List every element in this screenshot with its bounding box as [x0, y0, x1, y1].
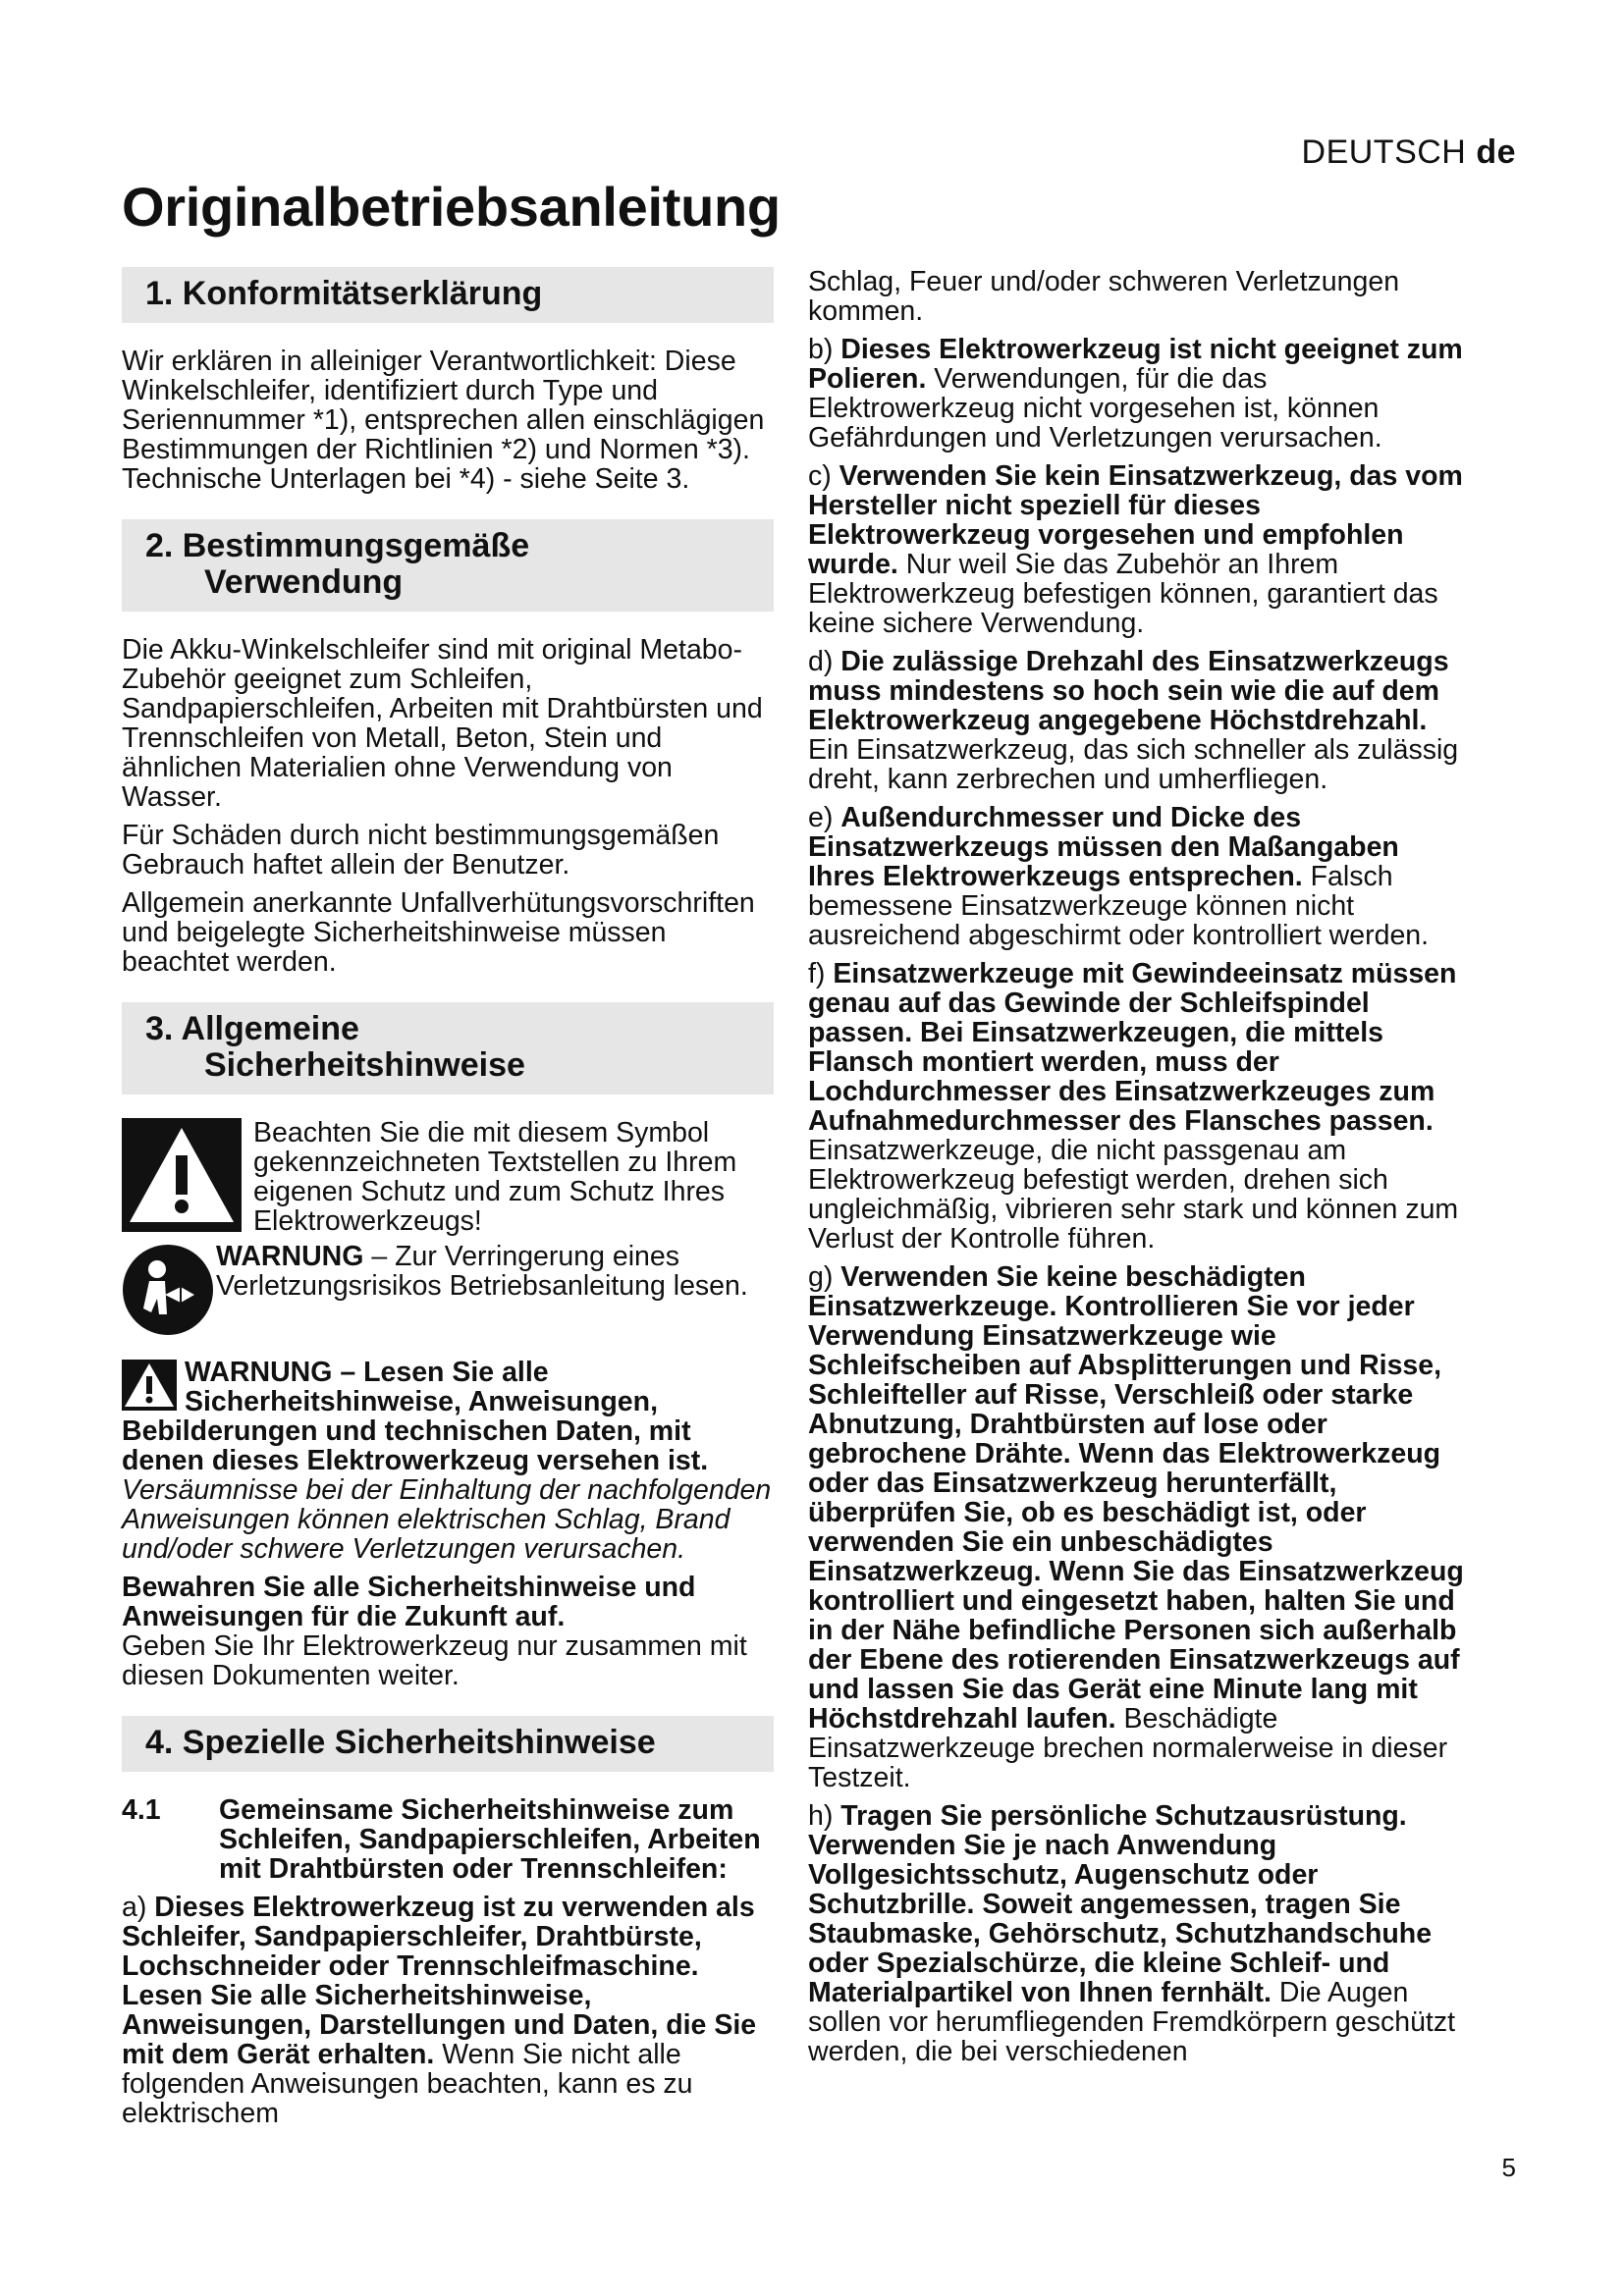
item-e [808, 803, 1466, 950]
general-warning-italic [122, 1475, 774, 1564]
subsection-title: Gemeinsame Sicherheitshinweise zum Schleifen, Sandpapierschleifen, Arbeiten mit Drahtbürsten oder Trennschleifen: [219, 1794, 761, 1885]
item-a-continuation: Schlag, Feuer und/oder schweren Verletzungen kommen. [808, 266, 1400, 327]
item-f [808, 959, 1466, 1254]
item-prefix: h) [808, 1800, 841, 1832]
section-4-heading [122, 1716, 774, 1772]
item-bold: Verwenden Sie keine beschädigten Einsatzwerkzeuge. Kontrollieren Sie vor jeder Verwendung Einsatzwerkzeuge wie Schleifscheiben auf Absplitterungen und Risse, Schleifteller auf Risse, Verschleiß oder starke Abnutzung, Drahtbürsten auf lose oder gebrochene Drähte. Wenn das Elektrowerkzeug oder das Einsatzwerkzeug herunterfällt, überprüfen Sie, ob es beschädigt ist, oder verwenden Sie ein unbeschädigtes Einsatzwerkzeug. Wenn Sie das Einsatzwerkzeug kontrolliert und eingesetzt haben, halten Sie und in der Nähe befindliche Personen sich außerhalb der Ebene des rotierenden Einsatzwerkzeugs auf und lassen Sie das Gerät eine Minute lang mit Höchstdrehzahl laufen. [808, 1261, 1464, 1735]
item-text: Die Augen sollen vor herumfliegenden Fremdkörpern geschützt werden, die bei verschiedenen [808, 1977, 1456, 2067]
item-text: Ein Einsatzwerkzeug, das sich schneller als zulässig dreht, kann zerbrechen und umherfliegen. [808, 734, 1459, 795]
section-3-heading [122, 1002, 774, 1095]
subsection-4-1-heading [122, 1795, 774, 1884]
read-manual-icon [122, 1244, 214, 1336]
language-name: DEUTSCH [1301, 133, 1467, 171]
item-c [808, 461, 1466, 638]
item-bold: Außendurchmesser und Dicke des Einsatzwerkzeugs müssen den Maßangaben Ihres Elektrowerkzeugs entsprechen. [808, 802, 1399, 892]
item-bold: Die zulässige Drehzahl des Einsatzwerkzeugs muss mindestens so hoch sein wie die auf dem Elektrowerkzeug angegebene Höchstdrehzahl. [808, 646, 1449, 736]
section-4-heading-text: 4. Spezielle Sicherheitshinweise [145, 1724, 656, 1761]
item-prefix: f) [808, 958, 834, 989]
section-3-heading-line1: 3. Allgemeine [145, 1010, 359, 1047]
general-warning-block [122, 1358, 774, 1564]
section-2-heading-line2: Verwendung [204, 563, 404, 601]
manual-warning-body: – Zur Verringerung eines Verletzungsrisikos Betriebsanleitung lesen. [216, 1241, 748, 1302]
left-column [122, 267, 774, 2137]
item-prefix: d) [808, 646, 841, 677]
small-warning-triangle-icon [122, 1360, 177, 1411]
symbol-note-row [122, 1118, 774, 1236]
item-a-text: Wenn Sie nicht alle folgenden Anweisungen beachten, kann es zu elektrischem [122, 2039, 693, 2129]
page-number: 5 [1501, 2153, 1516, 2182]
item-a-bold: Dieses Elektrowerkzeug ist zu verwenden als Schleifer, Sandpapierschleifer, Drahtbürste, Lochschneider oder Trennschleifmaschine. Lesen Sie alle Sicherheitshinweise, Anweisungen, Darstellungen und Daten, die Sie mit dem Gerät erhalten. [122, 1892, 757, 2070]
warning-triangle-icon [122, 1118, 242, 1232]
section-2-paragraph-3: Allgemein anerkannte Unfallverhütungsvorschriften und beigelegte Sicherheitshinweise müssen beachtet werden. [122, 887, 755, 978]
keep-instructions-bold [122, 1573, 774, 1631]
section-1-heading-text: 1. Konformitätserklärung [145, 275, 543, 312]
section-2-heading [122, 519, 774, 612]
language-label [1302, 133, 1516, 172]
section-1-heading [122, 267, 774, 323]
general-warning-bold: WARNUNG – Lesen Sie alle Sicherheitshinweise, Anweisungen, Bebilderungen und technischen Daten, mit denen dieses Elektrowerkzeug versehen ist. [122, 1357, 709, 1476]
item-prefix: g) [808, 1261, 841, 1293]
general-warning-italic-text: Versäumnisse bei der Einhaltung der nachfolgenden Anweisungen können elektrischen Schlag, Brand und/oder schwere Verletzungen verursachen. [122, 1474, 772, 1565]
item-a-prefix: a) [122, 1892, 155, 1923]
item-text: Verwendungen, für die das Elektrowerkzeug nicht vorgesehen ist, können Gefährdungen und Verletzungen verursachen. [808, 363, 1382, 454]
item-prefix: e) [808, 802, 841, 833]
item-text: Einsatzwerkzeuge, die nicht passgenau am Elektrowerkzeug befestigt werden, drehen sich ungleichmäßig, vibrieren sehr stark und können zum Verlust der Kontrolle führen. [808, 1135, 1459, 1255]
general-warning-title [122, 1358, 774, 1475]
item-bold: Verwenden Sie kein Einsatzwerkzeug, das vom Hersteller nicht speziell für dieses Elektrowerkzeug vorgesehen und empfohlen wurde. [808, 460, 1463, 580]
item-text: Falsch bemessene Einsatzwerkzeuge können nicht ausreichend abgeschirmt oder kontrolliert werden. [808, 861, 1430, 951]
manual-warning-row [122, 1242, 774, 1336]
right-column [808, 267, 1466, 2075]
section-2-paragraph-2: Für Schäden durch nicht bestimmungsgemäßen Gebrauch haftet allein der Benutzer. [122, 820, 720, 881]
section-2-heading-line1: 2. Bestimmungsgemäße [145, 527, 530, 564]
language-code: de [1476, 133, 1516, 171]
keep-instructions-text: Geben Sie Ihr Elektrowerkzeug nur zusammen mit diesen Dokumenten weiter. [122, 1630, 747, 1691]
manual-warning-label: WARNUNG [216, 1241, 364, 1272]
item-d [808, 647, 1466, 794]
item-a [122, 1893, 774, 2128]
item-b [808, 335, 1466, 453]
item-prefix: b) [808, 334, 841, 365]
section-2-paragraph-1: Die Akku-Winkelschleifer sind mit original Metabo-Zubehör geeignet zum Schleifen, Sandpapierschleifen, Arbeiten mit Drahtbürsten und Trennschleifen von Metall, Beton, Stein und ähnlichen Materialien ohne Verwendung von Wasser. [122, 634, 763, 813]
item-g [808, 1262, 1466, 1792]
page-title: Originalbetriebsanleitung [122, 176, 781, 238]
subsection-number: 4.1 [122, 1794, 161, 1826]
item-bold: Einsatzwerkzeuge mit Gewindeeinsatz müssen genau auf das Gewinde der Schleifspindel passen. Bei Einsatzwerkzeugen, die mittels Flansch montiert werden, muss der Lochdurchmesser des Einsatzwerkzeuges zum Aufnahmedurchmesser des Flansches passen. [808, 958, 1457, 1137]
item-text: Beschädigte Einsatzwerkzeuge brechen normalerweise in dieser Testzeit. [808, 1703, 1448, 1793]
section-3-heading-line2: Sicherheitshinweise [204, 1046, 525, 1084]
item-prefix: c) [808, 460, 839, 492]
symbol-note-text: Beachten Sie die mit diesem Symbol gekennzeichneten Textstellen zu Ihrem eigenen Schutz und zum Schutz Ihres Elektrowerkzeugs! [253, 1117, 737, 1237]
item-h [808, 1801, 1466, 2066]
item-text: Nur weil Sie das Zubehör an Ihrem Elektrowerkzeug befestigen können, garantiert das keine sichere Verwendung. [808, 549, 1438, 639]
item-bold: Tragen Sie persönliche Schutzausrüstung. Verwenden Sie je nach Anwendung Vollgesichtsschutz, Augenschutz oder Schutzbrille. Soweit angemessen, tragen Sie Staubmaske, Gehörschutz, Schutzhandschuhe oder Spezialschürze, die kleine Schleif- und Materialpartikel von Ihnen fernhält. [808, 1800, 1433, 2008]
keep-instructions-bold-text: Bewahren Sie alle Sicherheitshinweise und Anweisungen für die Zukunft auf. [122, 1572, 696, 1632]
item-bold: Dieses Elektrowerkzeug ist nicht geeignet zum Polieren. [808, 334, 1463, 395]
section-1-text: Wir erklären in alleiniger Verantwortlichkeit: Diese Winkelschleifer, identifiziert durch Type und Seriennummer *1), entsprechen allen einschlägigen Bestimmungen der Richtlinien *2) und Normen *3). Technische Unterlagen bei *4) - siehe Seite 3. [122, 346, 765, 495]
manual-warning-text [216, 1242, 774, 1301]
